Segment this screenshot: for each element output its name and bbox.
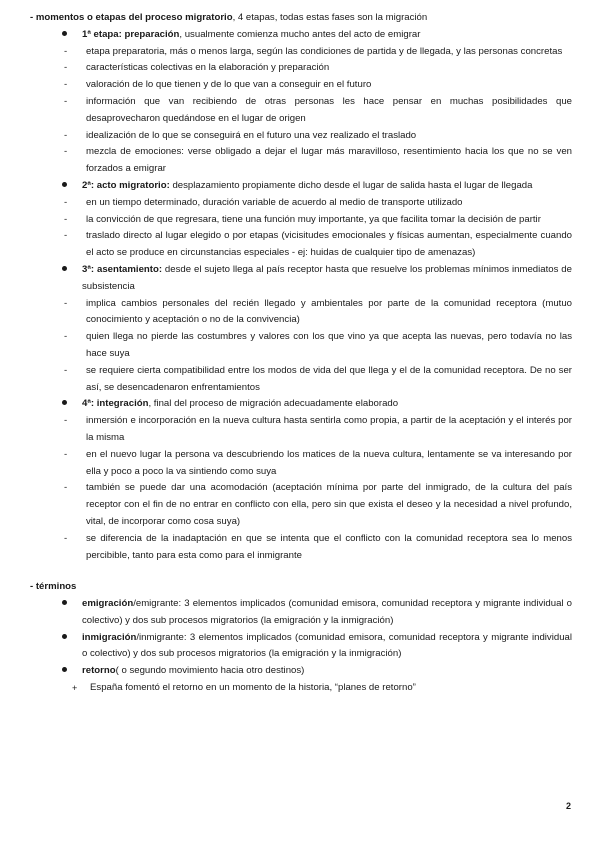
- bullet-dot-icon: [62, 178, 76, 195]
- dash-icon: -: [64, 129, 68, 141]
- dash-icon: -: [64, 62, 68, 74]
- list-item: - en un tiempo determinado, duración variable de acuerdo al medio de transporte utilizado: [30, 195, 572, 212]
- list-item: - se requiere cierta compatibilidad entre los modos de vida del que llega y el de la comunidad receptora. De no ser así, se desencadenaron enfrentamientos: [64, 364, 572, 393]
- dash-icon: -: [64, 196, 68, 208]
- stage-2-items: [30, 195, 572, 262]
- list-item: - inmersión e incorporación en la nueva cultura hasta sentirla como propia, a partir de la aceptación y el interés por la misma: [64, 415, 572, 443]
- document-page: [30, 10, 572, 697]
- dash-icon: -: [64, 146, 68, 158]
- section-heading-terms: - términos: [30, 581, 77, 593]
- sub-list-item: + España fomentó el retorno en un momento de la historia, “planes de retorno”: [30, 680, 572, 697]
- stage-1-items: [30, 44, 572, 178]
- term-emigracion: emigración/emigrante: 3 elementos implicados (comunidad emisora, comunidad receptora y migrante individual o colectivo) y dos sub procesos migratorios (la emigración y la inmigración): [30, 596, 572, 630]
- dash-icon: -: [64, 482, 68, 494]
- list-item: - idealización de lo que se conseguirá en el futuro una vez realizado el traslado: [30, 128, 572, 145]
- dash-icon: -: [64, 415, 68, 427]
- dash-icon: -: [64, 45, 68, 57]
- list-item: - valoración de lo que tienen y de lo que van a conseguir en el futuro: [30, 77, 572, 94]
- list-item: - en el nuevo lugar la persona va descubriendo los matices de la nueva cultura, lentamente se va interesando por ella y poco a poco la va sintiendo como suya: [64, 448, 572, 477]
- page-number: 2: [565, 801, 571, 811]
- dash-icon: -: [64, 297, 68, 309]
- dash-icon: -: [64, 364, 68, 376]
- dash-icon: -: [64, 331, 68, 343]
- list-item: - etapa preparatoria, más o menos larga, según las condiciones de partida y de llegada, y las personas concretas: [30, 44, 572, 61]
- list-item: - mezcla de emociones: verse obligado a dejar el lugar más maravilloso, resentimiento hacia los que no se ven forzados a emigrar: [64, 146, 572, 175]
- bullet-dot-icon: [62, 663, 76, 680]
- bullet-dot-icon: [62, 396, 76, 413]
- dash-icon: -: [64, 448, 68, 460]
- dash-icon: -: [64, 532, 68, 544]
- stage-2: 2ª: acto migratorio: desplazamiento propiamente dicho desde el lugar de salida hasta el lugar de llegada: [30, 178, 572, 195]
- list-item: - también se puede dar una acomodación (aceptación mínima por parte del inmigrado, de la cultura del país receptor con el fin de no entrar en conflicto con ella, pero sin que exista el deseo y la necesidad a nivel profundo, vital, de incorporar como cosa suya): [64, 482, 572, 527]
- dash-icon: -: [64, 95, 68, 107]
- plus-icon: +: [72, 683, 78, 694]
- stage-3: 3ª: asentamiento: desde el sujeto llega al país receptor hasta que resuelve los problemas mínimos inmediatos de subsistencia: [30, 262, 572, 296]
- stage-4-items: [30, 413, 572, 564]
- dash-icon: -: [64, 230, 68, 242]
- term-retorno: retorno( o segundo movimiento hacia otro destinos): [30, 663, 572, 680]
- list-item: - traslado directo al lugar elegido o por etapas (vicisitudes emocionales y físicas aumentan, especialmente cuando el acto se produce en circunstancias especiales - ej: huidas de cualquier tipo de amenazas): [64, 230, 572, 259]
- list-item: - implica cambios personales del recién llegado y ambientales por parte de la comunidad receptora (mutuo conocimiento y aceptación o no de la convivencia): [64, 297, 572, 326]
- bullet-dot-icon: [62, 596, 76, 613]
- list-item: - quien llega no pierde las costumbres y valores con los que vino ya que acepta las nuevas, pero todavía no las hace suya: [64, 331, 572, 359]
- section-spacer: [30, 564, 572, 579]
- stage-1: 1ª etapa: preparación, usualmente comienza mucho antes del acto de emigrar: [30, 27, 572, 44]
- list-item: - información que van recibiendo de otras personas les hace pensar en muchas posibilidades que desaprovecharon quedándose en el lugar de origen: [64, 95, 572, 124]
- list-item: - se diferencia de la inadaptación en que se intenta que el conflicto con la comunidad receptora sea lo menos percibible, tanto para esta como para el inmigrante: [64, 532, 572, 561]
- dash-icon: -: [64, 79, 68, 91]
- stage-4: 4ª: integración, final del proceso de migración adecuadamente elaborado: [30, 396, 572, 413]
- list-item: - la convicción de que regresara, tiene una función muy importante, ya que facilita tomar la decisión de partir: [30, 212, 572, 229]
- section-heading-stages: - momentos o etapas del proceso migratorio, 4 etapas, todas estas fases son la migración: [30, 12, 428, 23]
- term-inmigracion: inmigración/inmigrante: 3 elementos implicados (comunidad emisora, comunidad receptora y migrante individual o colectivo) y dos sub procesos migratorios (la emigración y la inmigración): [30, 630, 572, 664]
- dash-icon: -: [64, 213, 68, 225]
- stage-3-items: [30, 296, 572, 397]
- bullet-dot-icon: [62, 262, 76, 279]
- bullet-dot-icon: [62, 630, 76, 647]
- bullet-dot-icon: [62, 27, 76, 44]
- list-item: - características colectivas en la elaboración y preparación: [30, 60, 572, 77]
